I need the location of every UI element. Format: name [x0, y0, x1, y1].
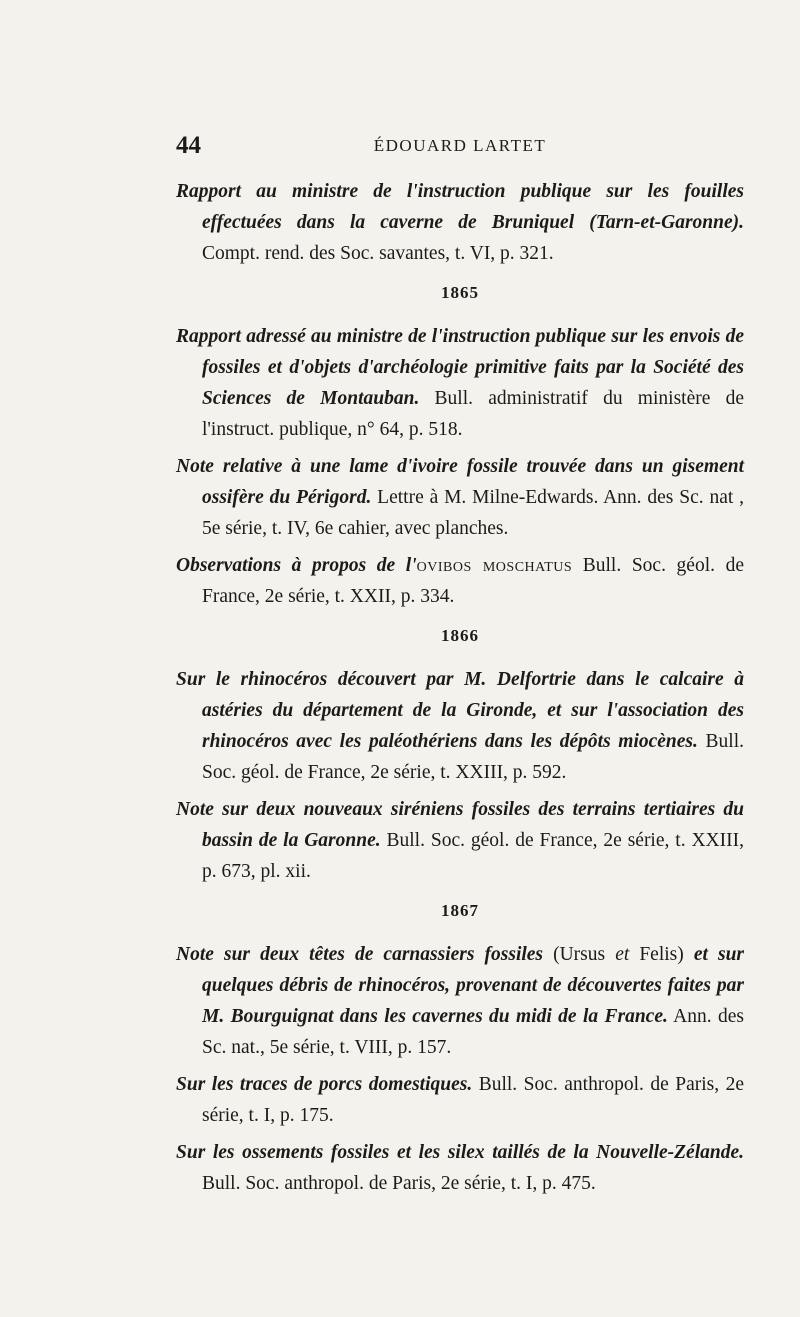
year-heading: 1865: [441, 283, 479, 302]
entry-reference: Bull. Soc. géol. de France, 2e série, t. XXIII, p. 673, pl. xii.: [202, 830, 744, 882]
entry-title: Sur les ossements fossiles et les silex taillés de la Nouvelle-Zélande.: [176, 1142, 744, 1163]
entry-title: Rapport au ministre de l'instruction publique sur les fouilles effectuées dans la caverne de Bruniquel (Tarn-et-Garonne).: [176, 181, 744, 233]
bibliography-entry: [176, 794, 744, 887]
entry-title: Note sur deux têtes de carnassiers fossiles: [176, 944, 544, 965]
entry-reference: Compt. rend. des Soc. savantes, t. VI, p. 321.: [202, 243, 554, 264]
entry-reference: Bull. administratif du ministère de l'instruct. publique, n° 64, p. 518.: [202, 388, 744, 440]
entry-title: Note sur deux nouveaux siréniens fossiles des terrains tertiaires du bassin de la Garonne.: [176, 799, 744, 851]
genus-paren-close: Felis): [629, 944, 694, 965]
bibliography-entry: [176, 939, 744, 1063]
entry-reference: Bull. Soc. anthropol. de Paris, 2e série, t. I, p. 175.: [202, 1074, 745, 1126]
species-name: ovibos moschatus: [416, 555, 573, 576]
bibliography-entry: [176, 451, 744, 544]
year-heading: 1867: [441, 901, 479, 920]
running-head: ÉDOUARD LARTET: [373, 136, 547, 155]
entry-title: Sur les traces de porcs domestiques.: [176, 1074, 473, 1095]
genus-paren-open: (Ursus: [543, 944, 616, 965]
entry-title-continued: et sur quelques débris de rhinocéros, provenant de découvertes faites par M. Bourguignat dans les cavernes du midi de la France.: [202, 944, 745, 1027]
entry-title: Rapport adressé au ministre de l'instruction publique sur les envois de fossiles et d'objets d'archéologie primitive faits par la Société des Sciences de Montauban.: [176, 326, 744, 409]
bibliography-entry: [176, 176, 744, 269]
entry-reference: Ann. des Sc. nat., 5e série, t. VIII, p. 157.: [202, 1006, 745, 1058]
bibliography-entry: [176, 321, 744, 445]
entry-reference: Bull. Soc. anthropol. de Paris, 2e série, t. I, p. 475.: [202, 1173, 596, 1194]
bibliography-entry: [176, 1137, 744, 1199]
genus-conjunction: et: [615, 944, 630, 965]
page-number: 44: [176, 132, 201, 159]
bibliography-entry: [176, 664, 744, 788]
year-heading: 1866: [441, 626, 479, 645]
bibliography-entry: [176, 550, 744, 612]
bibliography: [176, 176, 744, 1205]
entry-title: Observations à propos de l': [176, 555, 417, 576]
bibliography-entry: [176, 1069, 744, 1131]
page-header: [176, 132, 744, 162]
entry-title: Note relative à une lame d'ivoire fossile trouvée dans un gisement ossifère du Périgord.: [176, 456, 744, 508]
entry-reference: Bull. Soc. géol. de France, 2e série, t. XXII, p. 334.: [202, 555, 744, 607]
entry-reference: Bull. Soc. géol. de France, 2e série, t. XXIII, p. 592.: [202, 731, 744, 783]
entry-reference: Lettre à M. Milne-Edwards. Ann. des Sc. nat , 5e série, t. IV, 6e cahier, avec planches.: [202, 487, 745, 539]
entry-title: Sur le rhinocéros découvert par M. Delfortrie dans le calcaire à astéries du département de la Gironde, et sur l'association des rhinocéros avec les paléothériens dans les dépôts miocènes.: [176, 669, 744, 752]
